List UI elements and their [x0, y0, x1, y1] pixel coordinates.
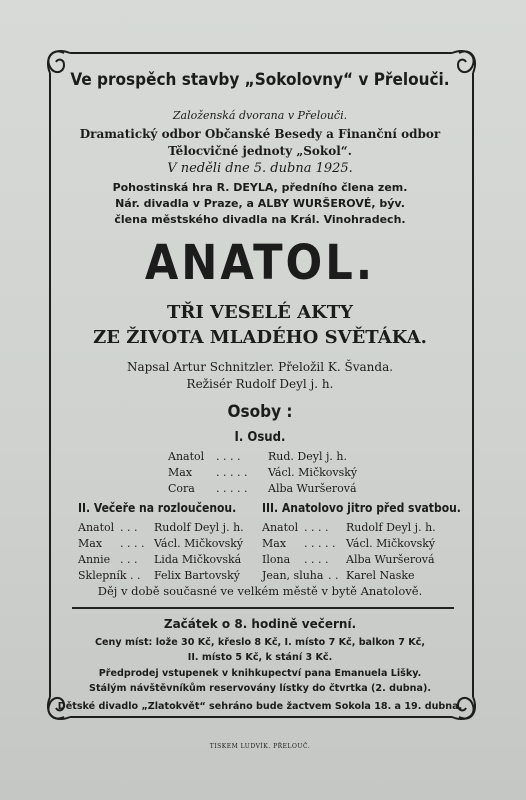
dots: . . . . .: [304, 537, 336, 550]
act-2-row-2: [78, 537, 243, 550]
actor: Václ. Mičkovský: [154, 537, 244, 550]
guest-line-2: Nár. divadla v Praze, a ALBY WURŠEROVÉ, býv.: [115, 197, 405, 210]
actor: Alba Wuršerová: [268, 482, 357, 495]
role: Max: [262, 537, 287, 550]
act-3-row-1: [262, 521, 436, 534]
organizers-line-2: Tělocvičné jednoty „Sokol“.: [168, 144, 352, 158]
actor: Karel Naske: [346, 569, 415, 582]
dots: . . . . .: [216, 482, 248, 495]
director-line: Režisér Rudolf Deyl j. h.: [186, 377, 334, 391]
act-3-row-4: [262, 569, 415, 582]
play-subtitle-2: ZE ŽIVOTA MLADÉHO SVĚTÁKA.: [93, 327, 427, 348]
dots: . . .: [120, 553, 138, 566]
actor: Rudolf Deyl j. h.: [154, 521, 244, 534]
guest-line-3: člena městského divadla na Král. Vinohradech.: [114, 213, 406, 226]
dots: . . . .: [304, 553, 329, 566]
prices-line-1: Ceny míst: lože 30 Kč, křeslo 8 Kč, I. místo 7 Kč, balkon 7 Kč,: [95, 637, 425, 648]
actor: Lida Mičkovská: [154, 553, 242, 566]
dots: . . . .: [304, 521, 329, 534]
dots: . .: [328, 569, 339, 582]
role: Anatol: [168, 450, 205, 463]
role: Anatol: [262, 521, 299, 534]
act-3-row-3: [262, 553, 435, 566]
actor: Václ. Mičkovský: [346, 537, 436, 550]
role: Cora: [168, 482, 195, 495]
role: Annie: [78, 553, 111, 566]
act-1-row-2: [168, 466, 357, 479]
act-2-row-3: [78, 553, 241, 566]
role: Jean, sluha: [262, 569, 324, 582]
date-text: V neděli dne 5. dubna 1925.: [167, 161, 353, 176]
actor: Rudolf Deyl j. h.: [346, 521, 436, 534]
divider: [72, 607, 454, 609]
dots: . . .: [120, 521, 138, 534]
play-subtitle-1: TŘI VESELÉ AKTY: [167, 302, 353, 323]
act-2-row-1: [78, 521, 244, 534]
act-1-row-1: [168, 450, 347, 463]
guest-line-1: Pohostinská hra R. DEYLA, předního člena zem.: [112, 181, 408, 194]
role: Max: [78, 537, 103, 550]
play-title: ANATOL.: [144, 235, 376, 291]
role: Anatol: [78, 521, 115, 534]
actor: Václ. Mičkovský: [268, 466, 358, 479]
role: Ilona: [262, 553, 291, 566]
role: Max: [168, 466, 193, 479]
dots: . . . .: [216, 450, 241, 463]
printer-credit: TISKEM LUDVÍK. PŘELOUČ.: [209, 743, 311, 750]
start-time: Začátek o 8. hodině večerní.: [163, 617, 357, 631]
prices-line-2: II. místo 5 Kč, k stání 3 Kč.: [187, 652, 333, 663]
dots: . . . .: [120, 537, 145, 550]
actor: Rud. Deyl j. h.: [268, 450, 347, 463]
benefit-title: Ve prospěch stavby „Sokolovny“ v Přelouči.: [70, 70, 450, 90]
act-1-title: I. Osud.: [234, 430, 286, 445]
act-3-row-2: [262, 537, 435, 550]
presale-line-2: Stálým návštěvníkům reservovány lístky do čtvrtka (2. dubna).: [89, 683, 431, 694]
dots: . . . . .: [216, 466, 248, 479]
dots: . .: [130, 569, 141, 582]
act-1-row-3: [168, 482, 357, 495]
author-line: Napsal Artur Schnitzler. Přeložil K. Švanda.: [126, 360, 394, 374]
actor: Alba Wuršerová: [346, 553, 435, 566]
childrens-theatre-notice: Dětské divadlo „Zlatokvět“ sehráno bude žactvem Sokola 18. a 19. dubna.: [57, 701, 463, 712]
organizers-line-1: Dramatický odbor Občanské Besedy a Finanční odbor: [79, 127, 441, 141]
act-2-title: II. Večeře na rozloučenou.: [78, 501, 237, 515]
actor: Felix Bartovský: [154, 569, 240, 582]
role: Sklepník: [78, 569, 127, 582]
venue-text: Založenská dvorana v Přelouči.: [172, 109, 348, 122]
presale-line-1: Předprodej vstupenek v knihkupectví pana Emanuela Lišky.: [98, 668, 422, 679]
act-2-row-4: [78, 569, 240, 582]
setting-line: Děj v době současné ve velkém městě v bytě Anatolově.: [97, 584, 423, 598]
act-3-title: III. Anatolovo jitro před svatbou.: [262, 501, 461, 515]
cast-heading: Osoby :: [227, 402, 293, 422]
